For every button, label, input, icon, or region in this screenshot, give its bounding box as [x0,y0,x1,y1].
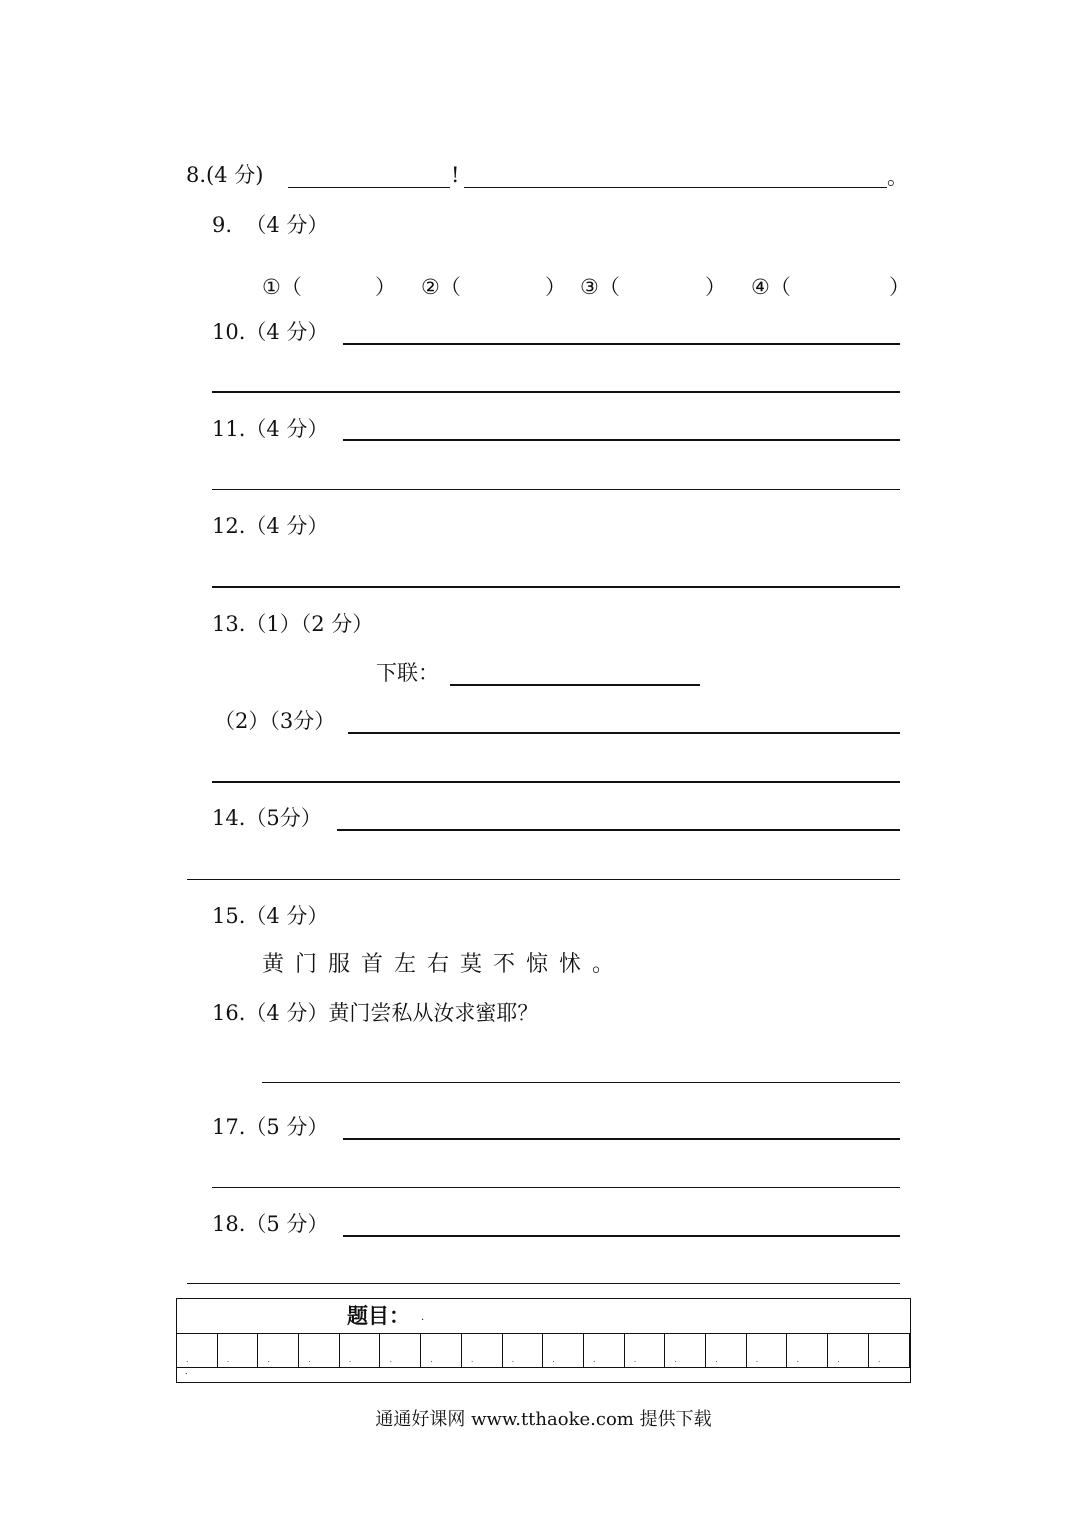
q18-answer-line-1[interactable] [343,1235,900,1237]
q8-label: 8.(4 分) [186,163,264,187]
q18-label: 18.（5 分） [212,1212,329,1236]
grid-cell[interactable] [828,1334,869,1367]
q11-label: 11.（4 分） [212,417,329,441]
q17-answer-line-2[interactable] [212,1187,900,1188]
q15-sentence: 黄门服首左右莫不惊怵。 [262,952,626,977]
grid-cell[interactable] [177,1334,218,1367]
grid-cell[interactable] [381,1334,422,1367]
q14-answer-line-1[interactable] [337,829,900,831]
grid-cell-dot: . [593,1355,596,1364]
q13-couplet-line[interactable] [450,684,700,686]
grid-cell-dot: . [389,1355,393,1364]
grid-cell-dot: . [715,1355,718,1364]
grid-cell-dot: . [511,1355,515,1364]
q18-answer-line-2[interactable] [187,1283,900,1284]
q11-answer-line-2[interactable] [212,489,900,490]
grid-cell-dot: . [267,1355,270,1364]
q8-period: 。 [887,165,908,189]
grid-cell-dot: . [633,1355,637,1364]
q13-couplet-label: 下联： [376,661,439,685]
q8-answer-line-2[interactable] [464,187,887,188]
grid-cell-dot: . [877,1355,881,1364]
grid-cell[interactable] [503,1334,544,1367]
grid-cell[interactable] [665,1334,706,1367]
q10-answer-line-1[interactable] [343,343,900,345]
q13-answer-line-2[interactable] [212,781,900,783]
grid-cell-dot: . [470,1355,474,1364]
q9-option-1-open: ①（ [262,275,302,299]
q9-option-4-open: ④（ [751,275,791,299]
grid-cell[interactable] [706,1334,747,1367]
q17-answer-line-1[interactable] [343,1138,900,1140]
grid-cell-dot: . [755,1355,759,1364]
q13-answer-line-1[interactable] [348,732,900,734]
grid-cell[interactable] [340,1334,381,1367]
q16-answer-line[interactable] [262,1082,900,1083]
q9-option-3-open: ③（ [580,275,620,299]
q10-label: 10.（4 分） [212,320,329,344]
q8-answer-line-1[interactable] [288,187,450,188]
q9-option-1-close: ） [375,275,396,299]
q9-option-4-close: ） [889,275,910,299]
grid-cell[interactable] [421,1334,462,1367]
q9-label: 9. （4 分） [212,213,329,237]
grid-cell[interactable] [299,1334,340,1367]
q12-answer-line[interactable] [212,586,900,588]
essay-title-label: 题目： [347,1303,410,1328]
grid-cell[interactable] [625,1334,666,1367]
grid-cell[interactable] [747,1334,788,1367]
grid-cell-dot: . [552,1355,555,1364]
q15-label: 15.（4 分） [212,904,329,928]
q16-label: 16.（4 分）黄门尝私从汝求蜜耶？ [212,1001,539,1025]
q14-answer-line-2[interactable] [187,879,900,880]
grid-cell-dot: . [348,1355,352,1364]
q9-option-2-close: ） [545,275,566,299]
grid-cell[interactable] [788,1334,829,1367]
grid-cell-dot: . [430,1355,433,1364]
grid-cell-dot: . [308,1355,311,1364]
q10-answer-line-2[interactable] [212,391,900,393]
grid-cell-dot: . [674,1355,677,1364]
q11-answer-line-1[interactable] [343,439,900,441]
q17-label: 17.（5 分） [212,1115,329,1139]
q13-part2-label: （2）（3分） [214,709,336,733]
grid-cell-dot: . [796,1355,800,1364]
footer-credit: 通通好课网 www.tthaoke.com 提供下载 [375,1409,712,1430]
essay-grid [176,1298,911,1383]
q13-label: 13.（1）（2 分） [212,612,374,636]
q9-option-2-open: ②（ [421,275,461,299]
grid-row-divider [177,1367,910,1368]
grid-cell-dot: . [837,1355,840,1364]
grid-cell[interactable] [258,1334,299,1367]
grid-cell[interactable] [869,1334,910,1367]
q12-label: 12.（4 分） [212,514,329,538]
grid-cell[interactable] [543,1334,584,1367]
grid-cell-dot: . [186,1355,189,1364]
grid-cell-dot: . [226,1355,230,1364]
essay-title-dot: . [421,1312,425,1323]
grid-cell[interactable] [218,1334,259,1367]
q8-exclamation: ! [451,163,460,187]
grid-bottom-dot: . [185,1367,188,1376]
grid-cell[interactable] [584,1334,625,1367]
q14-label: 14.（5分） [212,806,322,830]
grid-cell[interactable] [462,1334,503,1367]
q9-option-3-close: ） [705,275,726,299]
